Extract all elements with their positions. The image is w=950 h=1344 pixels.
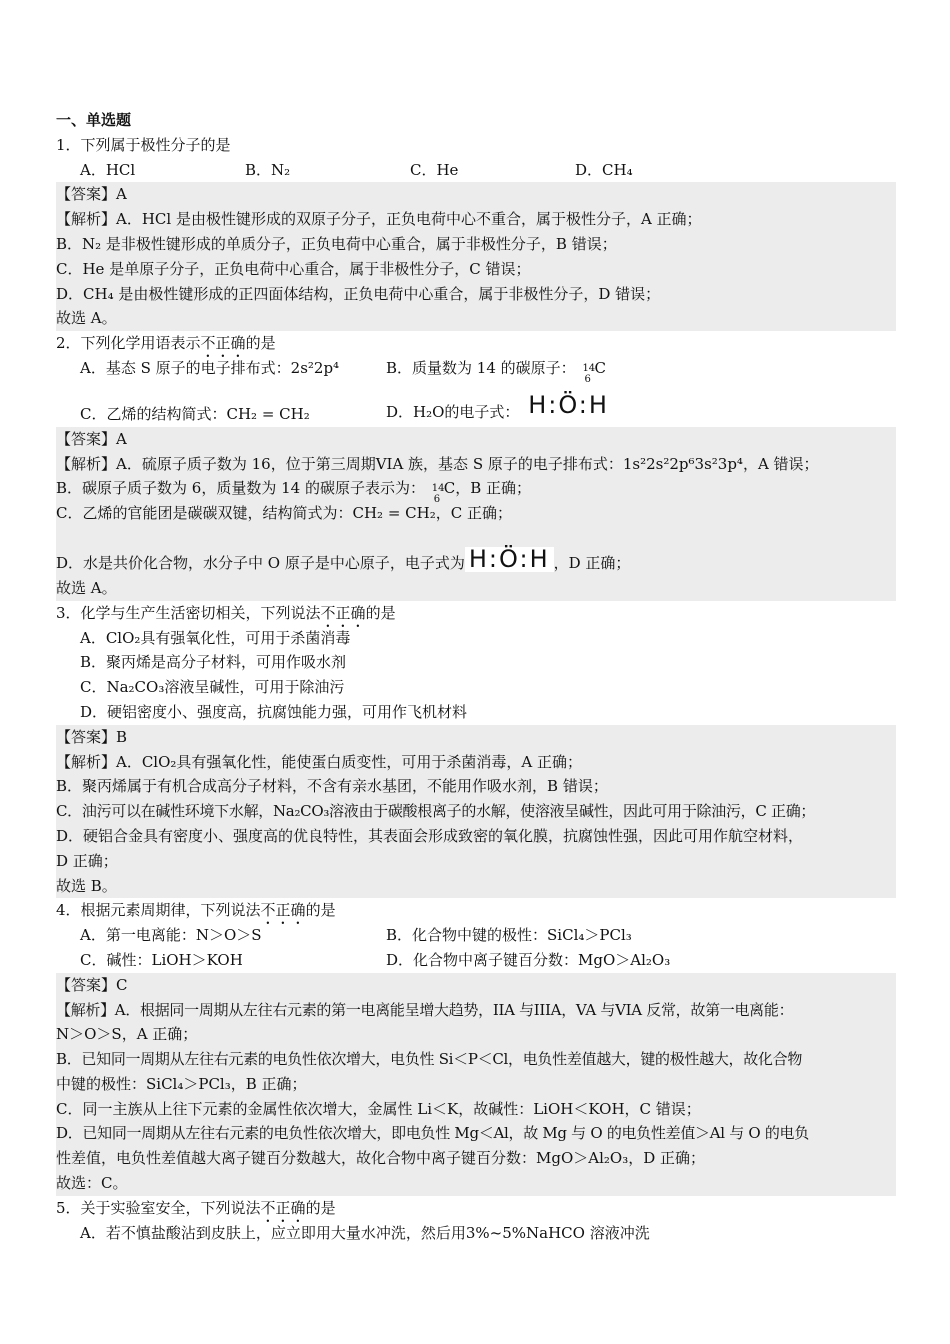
q4-exp-line: 性差值，电负性差值越大离子键百分数越大，故化合物中离子键百分数：MgO＞Al₂O₃，D 正确； — [56, 1149, 706, 1168]
q2-stem — [56, 331, 896, 356]
q1-exp-line: C．He 是单原子分子，正负电荷中心重合，属于非极性分子，C 错误； — [56, 259, 531, 278]
nuclide-mass-number: 14 — [582, 362, 596, 374]
q2-exp-line: C．乙烯的官能团是碳碳双键，结构简式为：CH₂ = CH₂，C 正确； — [56, 504, 512, 523]
q1-options — [56, 158, 896, 183]
q3-option-b: B．聚丙烯是高分子材料，可用作吸水剂 — [80, 653, 347, 672]
q3-stem-post: 的是 — [365, 603, 396, 622]
section-title: 一、单选题 — [56, 111, 132, 129]
q4-answer: 【答案】C — [56, 975, 128, 994]
q3-exp-line: D 正确； — [56, 851, 118, 870]
q5-option-a: A．若不慎盐酸沾到皮肤上，应立即用大量水冲洗，然后用3%~5%NaHCO 溶液冲洗 — [80, 1223, 650, 1242]
q4-option-c: C．碱性：LiOH＞KOH — [80, 950, 243, 969]
q3-option-d: D．硬铝密度小、强度高，抗腐蚀能力强，可用作飞机材料 — [80, 702, 468, 721]
carbon-14-nuclide — [580, 360, 596, 385]
q3-answer-block — [56, 725, 896, 899]
q4-stem — [56, 898, 896, 923]
q1-option-c: C．He — [410, 160, 459, 179]
q1-option-a: A．HCl — [80, 160, 136, 179]
q2-stem-pre: 2．下列化学用语表示 — [56, 334, 201, 353]
q3-exp-line: 故选 B。 — [56, 876, 117, 895]
q2-option-c: C．乙烯的结构简式：CH₂ = CH₂ — [80, 404, 310, 423]
q4-exp-line: D．已知同一周期从左往右元素的电负性依次增大，即电负性 Mg＜Al，故 Mg 与 O 的电负性差值＞Al 与 O 的电负 — [56, 1124, 809, 1143]
q3-stem-emphasis: 不正确 — [320, 603, 366, 622]
q2-exp-line — [56, 476, 896, 506]
q2-exp4-pre: D．水是共价化合物，水分子中 O 原子是中心原子，电子式为 — [56, 554, 465, 573]
q1-exp-line: B．N₂ 是非极性键形成的单质分子，正负电荷中心重合，属于非极性分子，B 错误； — [56, 234, 617, 253]
q3-stem — [56, 601, 896, 626]
q4-exp-line: 中键的极性：SiCl₄＞PCl₃，B 正确； — [56, 1074, 307, 1093]
nuclide-symbol: C — [594, 358, 606, 377]
q1-option-d: D．CH₄ — [575, 160, 633, 179]
q3-stem-pre: 3．化学与生产生活密切相关，下列说法 — [56, 603, 321, 622]
q4-stem-pre: 4．根据元素周期律，下列说法 — [56, 901, 261, 920]
q4-exp-line: C．同一主族从上往下元素的金属性依次增大，金属性 Li＜K，故碱性：LiOH＜KOH，C 错误； — [56, 1099, 701, 1118]
q4-exp-line: 故选：C。 — [56, 1174, 128, 1193]
q2-option-b — [386, 356, 692, 385]
q3-exp-line: B．聚丙烯属于有机合成高分子材料，不含有亲水基团，不能用作吸水剂，B 错误； — [56, 777, 608, 796]
q4-exp-line: 【解析】A．根据同一周期从左往右元素的第一电离能呈增大趋势，IIA 与IIIA，VA 与VIA 反常，故第一电离能： — [56, 1000, 794, 1019]
q2-exp2-post: C，B 正确； — [443, 479, 532, 498]
water-lewis-structure: H:Ö:H — [524, 391, 613, 419]
q3-exp-line: D．硬铝合金具有密度小、强度高的优良特性，其表面会形成致密的氧化膜，抗腐蚀性强，因此可用作航空材料， — [56, 826, 804, 845]
q2-exp2-pre: B．碳原子质子数为 6，质量数为 14 的碳原子表示为： — [56, 479, 425, 498]
q2-exp-line — [56, 526, 896, 576]
q3-option-c: C．Na₂CO₃溶液呈碱性，可用于除油污 — [80, 678, 345, 697]
q2-stem-post: 的是 — [245, 334, 276, 353]
q2-option-d-text: D．H₂O的电子式： — [386, 402, 520, 421]
q1-exp-line: 【解析】A．HCl 是由极性键形成的双原子分子，正负电荷中心不重合，属于极性分子，A 正确； — [56, 210, 702, 229]
q2-exp4-post: ，D 正确； — [553, 554, 631, 573]
q3-exp-line: 【解析】A．ClO₂具有强氧化性，能使蛋白质变性，可用于杀菌消毒，A 正确； — [56, 752, 583, 771]
q2-answer: 【答案】A — [56, 429, 127, 448]
q2-option-d — [386, 390, 692, 427]
q2-stem-emphasis: 不正确 — [200, 334, 246, 353]
q2-exp-line: 故选 A。 — [56, 578, 117, 597]
carbon-14-nuclide — [430, 480, 445, 506]
q4-answer-block — [56, 973, 896, 1196]
nuclide-mass-number: 14 — [431, 483, 445, 495]
q4-stem-emphasis: 不正确 — [260, 901, 306, 920]
q4-stem-post: 的是 — [305, 901, 336, 920]
q2-answer-block — [56, 427, 896, 601]
q2-option-a: A．基态 S 原子的电子排布式：2s²2p⁴ — [80, 358, 340, 377]
q3-answer: 【答案】B — [56, 727, 128, 746]
q4-option-a: A．第一电离能：N＞O＞S — [80, 926, 262, 945]
q4-option-d: D．化合物中离子键百分数：MgO＞Al₂O₃ — [386, 950, 671, 969]
q5-stem-pre: 5．关于实验室安全，下列说法 — [56, 1198, 261, 1217]
q5-stem-emphasis: 不正确 — [260, 1198, 306, 1217]
nuclide-atomic-number: 6 — [433, 494, 441, 506]
q3-exp-line: C．油污可以在碱性环境下水解，Na₂CO₃溶液由于碳酸根离子的水解，使溶液呈碱性，因此可用于除油污，C 正确； — [56, 802, 816, 821]
q1-answer: 【答案】A — [56, 185, 127, 204]
q3-option-a: A．ClO₂具有强氧化性，可用于杀菌消毒 — [80, 628, 351, 647]
q5-stem-post: 的是 — [305, 1198, 336, 1217]
q4-option-b: B．化合物中键的极性：SiCl₄＞PCl₃ — [386, 926, 632, 945]
q2-options-ab — [56, 356, 896, 385]
q2-options-cd — [56, 381, 896, 427]
nuclide-atomic-number: 6 — [584, 373, 591, 385]
q1-stem: 1．下列属于极性分子的是 — [56, 135, 231, 154]
q5-stem — [56, 1196, 896, 1221]
q4-options-ab — [56, 923, 896, 948]
q4-exp-line: N＞O＞S，A 正确； — [56, 1025, 198, 1044]
water-lewis-structure: H:Ö:H — [465, 547, 554, 572]
q1-option-b: B．N₂ — [245, 160, 291, 179]
q4-options-cd — [56, 948, 896, 973]
q1-exp-line: D．CH₄ 是由极性键形成的正四面体结构，正负电荷中心重合，属于非极性分子，D 错误； — [56, 284, 661, 303]
q1-answer-block — [56, 182, 896, 331]
document-page — [56, 108, 896, 1245]
q1-exp-line: 故选 A。 — [56, 309, 117, 328]
q4-exp-line: B．已知同一周期从左往右元素的电负性依次增大，电负性 Si＜P＜Cl，电负性差值越大，键的极性越大，故化合物 — [56, 1050, 803, 1069]
q2-option-b-text: B．质量数为 14 的碳原子： — [386, 358, 576, 377]
q2-exp-line: 【解析】A．硫原子质子数为 16，位于第三周期VIA 族，基态 S 原子的电子排布式：1s²2s²2p⁶3s²3p⁴，A 错误； — [56, 454, 819, 473]
